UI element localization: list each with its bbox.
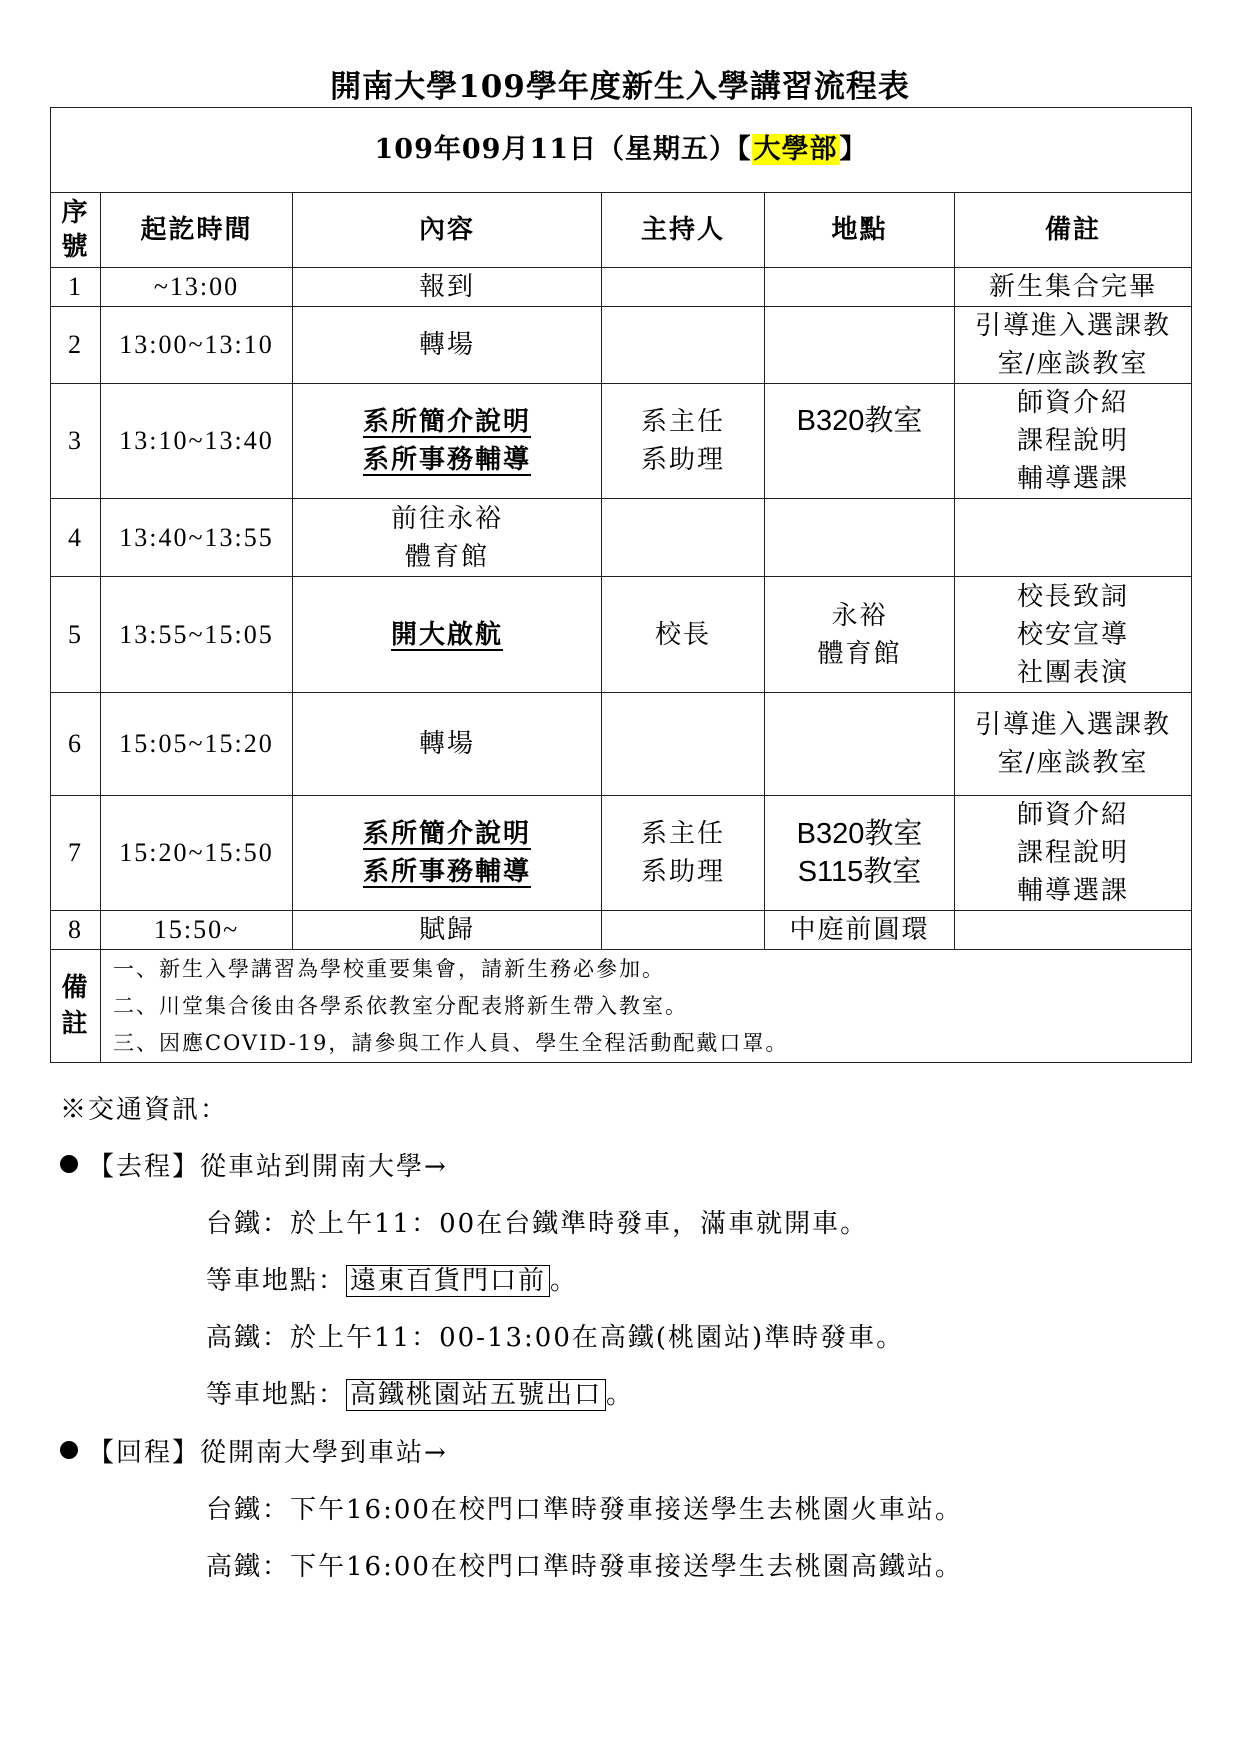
date-prefix: 109年09月11日（星期五）【	[374, 134, 752, 165]
host-line: 校長	[654, 619, 711, 650]
go-hsr-wait-line	[206, 1375, 634, 1415]
wait-label: 等車地點：	[206, 1380, 347, 1410]
row-place	[765, 577, 955, 693]
row-content	[293, 693, 602, 796]
row-remark	[955, 693, 1192, 796]
row-no: 3	[51, 384, 101, 499]
place-line: S115教室	[797, 856, 922, 888]
table-row	[51, 911, 1192, 950]
table-row	[51, 268, 1192, 307]
department-highlight: 大學部	[753, 134, 838, 165]
content-line: 轉場	[418, 729, 475, 759]
date-row	[51, 108, 1192, 193]
row-remark	[955, 268, 1192, 307]
row-time: 15:20~15:50	[101, 796, 293, 911]
remark-line: 輔導選課	[1017, 876, 1130, 906]
place-line: B320教室	[796, 818, 923, 850]
row-place	[765, 693, 955, 796]
header-content: 內容	[293, 193, 602, 268]
host-line: 系主任	[640, 819, 725, 849]
row-time: ~13:00	[101, 268, 293, 307]
header-row	[51, 193, 1192, 268]
row-no: 2	[51, 307, 101, 384]
host-line: 系主任	[640, 407, 725, 437]
content-line: 系所簡介說明	[362, 819, 531, 849]
header-time: 起訖時間	[101, 193, 293, 268]
row-content	[293, 796, 602, 911]
row-time: 13:40~13:55	[101, 499, 293, 577]
header-place: 地點	[765, 193, 955, 268]
content-line: 系所事務輔導	[362, 445, 531, 475]
wait-end: 。	[550, 1266, 579, 1296]
row-host	[602, 268, 765, 307]
place-line: 永裕	[831, 600, 888, 631]
table-row	[51, 577, 1192, 693]
go-hsr-line: 高鐵：於上午11：00-13:00在高鐵(桃園站)準時發車。	[206, 1323, 905, 1353]
remark-line: 校安宣導	[1017, 619, 1130, 650]
transport-heading: ※交通資訊：	[60, 1095, 229, 1125]
host-line: 系助理	[640, 857, 725, 887]
row-time: 13:00~13:10	[101, 307, 293, 384]
date-suffix: 】	[839, 134, 868, 165]
remark-line: 新生集合完畢	[989, 272, 1158, 302]
place-line: 中庭前圓環	[789, 915, 930, 945]
remark-line: 課程說明	[1017, 838, 1130, 868]
date-cell	[51, 108, 1192, 193]
row-remark	[955, 577, 1192, 693]
note-item: 二、川堂集合後由各學系依教室分配表將新生帶入教室。	[113, 993, 688, 1018]
remark-line: 輔導選課	[1017, 464, 1130, 494]
row-content	[293, 577, 602, 693]
back-trip-label: 【回程】從開南大學到車站→	[88, 1438, 448, 1468]
back-hsr-line: 高鐵：下午16:00在校門口準時發車接送學生去桃園高鐵站。	[206, 1552, 963, 1582]
row-place	[765, 499, 955, 577]
row-no: 6	[51, 693, 101, 796]
host-line: 系助理	[640, 445, 725, 475]
notes-label-line2: 註	[61, 1009, 90, 1039]
content-line: 系所事務輔導	[362, 857, 531, 887]
row-no: 1	[51, 268, 101, 307]
wait-label: 等車地點：	[206, 1266, 347, 1296]
content-line: 前往永裕	[390, 503, 503, 534]
row-content	[293, 499, 602, 577]
go-tra-line: 台鐵：於上午11：00在台鐵準時發車，滿車就開車。	[206, 1209, 869, 1239]
row-remark	[955, 911, 1192, 950]
place-line: 體育館	[817, 638, 902, 669]
row-content	[293, 911, 602, 950]
remark-line: 室/座談教室	[997, 349, 1149, 379]
bullet-icon	[60, 1155, 78, 1173]
go-trip-heading	[60, 1147, 448, 1187]
row-time: 13:10~13:40	[101, 384, 293, 499]
row-no: 4	[51, 499, 101, 577]
row-no: 5	[51, 577, 101, 693]
row-host	[602, 693, 765, 796]
row-no: 8	[51, 911, 101, 950]
header-no-line1: 序	[61, 198, 90, 228]
header-no-line2: 號	[61, 232, 90, 262]
row-remark	[955, 384, 1192, 499]
go-tra-wait-line	[206, 1261, 578, 1301]
header-remark: 備註	[955, 193, 1192, 268]
hsr-wait-place: 高鐵桃園站五號出口	[346, 1379, 606, 1411]
header-no	[51, 193, 101, 268]
row-host	[602, 307, 765, 384]
table-row	[51, 693, 1192, 796]
remark-line: 師資介紹	[1017, 800, 1130, 830]
row-no: 7	[51, 796, 101, 911]
notes-content	[101, 950, 1192, 1063]
note-item: 三、因應COVID-19，請參與工作人員、學生全程活動配戴口罩。	[113, 1030, 789, 1055]
row-time: 15:05~15:20	[101, 693, 293, 796]
row-host	[602, 384, 765, 499]
back-tra-line: 台鐵：下午16:00在校門口準時發車接送學生去桃園火車站。	[206, 1495, 963, 1525]
notes-label	[51, 950, 101, 1063]
remark-line: 課程說明	[1017, 426, 1130, 456]
remark-line: 室/座談教室	[997, 748, 1149, 778]
row-content	[293, 384, 602, 499]
schedule-table	[50, 107, 1192, 1063]
content-line: 系所簡介說明	[362, 407, 531, 437]
remark-line: 社團表演	[1017, 657, 1130, 688]
remark-line: 引導進入選課教	[975, 311, 1172, 341]
notes-label-line1: 備	[61, 973, 90, 1003]
table-row	[51, 384, 1192, 499]
go-trip-label: 【去程】從車站到開南大學→	[88, 1152, 448, 1182]
bullet-icon	[60, 1441, 78, 1459]
row-time: 13:55~15:05	[101, 577, 293, 693]
wait-end: 。	[606, 1380, 635, 1410]
row-host	[602, 577, 765, 693]
content-line: 開大啟航	[390, 619, 503, 650]
remark-line: 校長致詞	[1017, 581, 1130, 612]
row-host	[602, 911, 765, 950]
row-place	[765, 384, 955, 499]
row-remark	[955, 499, 1192, 577]
content-line: 轉場	[418, 330, 475, 360]
row-place	[765, 268, 955, 307]
row-remark	[955, 796, 1192, 911]
table-row	[51, 499, 1192, 577]
row-content	[293, 307, 602, 384]
remark-line: 引導進入選課教	[975, 710, 1172, 740]
row-host	[602, 796, 765, 911]
row-time: 15:50~	[101, 911, 293, 950]
row-host	[602, 499, 765, 577]
note-item: 一、新生入學講習為學校重要集會，請新生務必參加。	[113, 956, 665, 981]
table-row	[51, 796, 1192, 911]
content-line: 報到	[418, 272, 475, 302]
document-title: 開南大學109學年度新生入學講習流程表	[330, 69, 910, 105]
remark-line: 師資介紹	[1017, 388, 1130, 418]
row-place	[765, 796, 955, 911]
notes-row	[51, 950, 1192, 1063]
place-line: B320教室	[796, 405, 923, 437]
header-host: 主持人	[602, 193, 765, 268]
tra-wait-place: 遠東百貨門口前	[346, 1265, 550, 1297]
table-row	[51, 307, 1192, 384]
row-place	[765, 307, 955, 384]
content-line: 賦歸	[418, 915, 475, 945]
content-line: 體育館	[404, 541, 489, 572]
back-trip-heading	[60, 1433, 448, 1473]
row-remark	[955, 307, 1192, 384]
row-place	[765, 911, 955, 950]
row-content	[293, 268, 602, 307]
